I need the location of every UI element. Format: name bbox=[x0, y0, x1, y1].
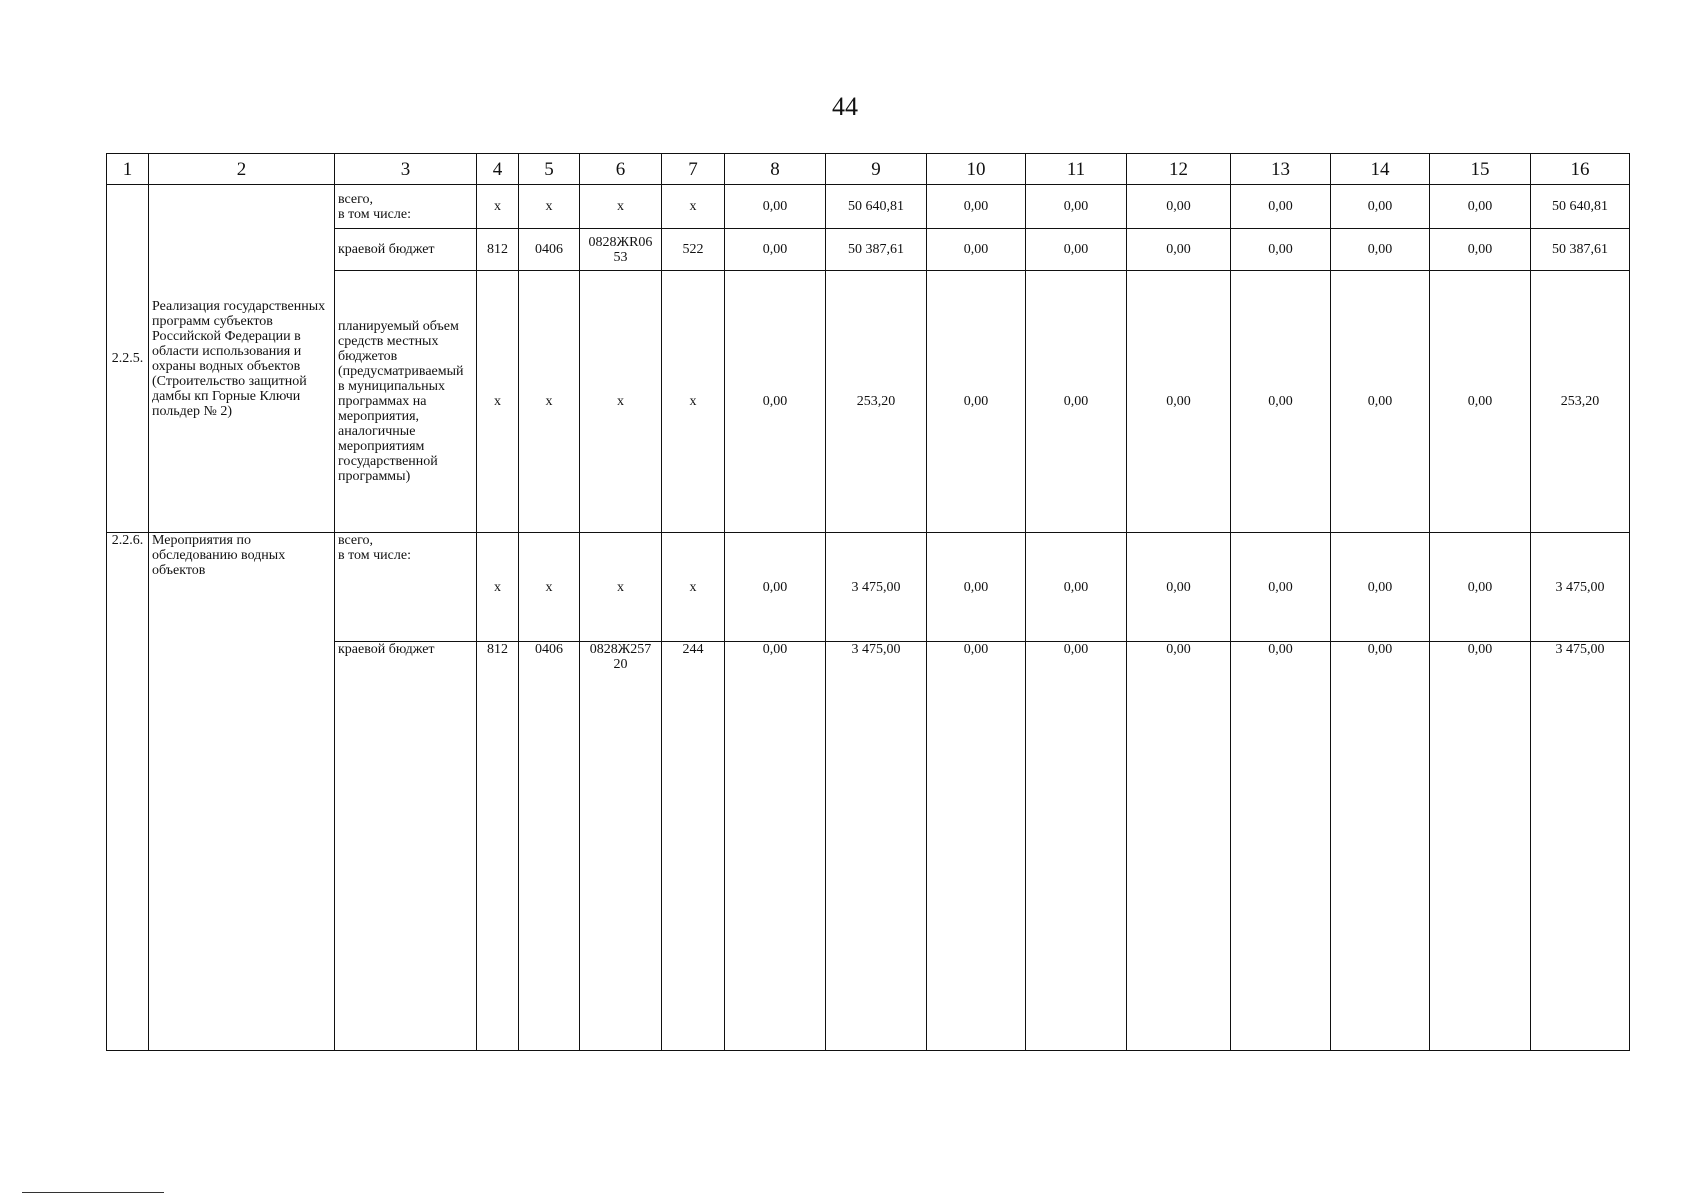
table-cell: 0,00 bbox=[725, 642, 826, 1051]
table-cell: 0,00 bbox=[1231, 642, 1331, 1051]
table-row bbox=[107, 271, 1630, 533]
table-cell: 0,00 bbox=[725, 271, 826, 533]
table-cell: 50 640,81 bbox=[826, 185, 927, 229]
header-cell: 7 bbox=[662, 154, 725, 185]
header-cell: 11 bbox=[1026, 154, 1127, 185]
table-row bbox=[107, 229, 1630, 271]
table-cell: 0,00 bbox=[927, 271, 1026, 533]
table-cell: 0,00 bbox=[927, 185, 1026, 229]
funding-source: планируемый объем средств местных бюджетов (предусматриваемый в муниципальных программах на мероприятия, аналогичные мероприятиям государственной программы) bbox=[335, 271, 477, 533]
table-cell: x bbox=[580, 533, 662, 642]
header-cell: 6 bbox=[580, 154, 662, 185]
table-cell: 0828ЖR06 53 bbox=[580, 229, 662, 271]
row-number: 2.2.6. bbox=[107, 533, 149, 1051]
table-row bbox=[107, 185, 1630, 229]
header-cell: 2 bbox=[149, 154, 335, 185]
table-cell: 3 475,00 bbox=[826, 533, 927, 642]
table-cell: 50 387,61 bbox=[826, 229, 927, 271]
table-cell: 0,00 bbox=[1127, 642, 1231, 1051]
table-cell: 253,20 bbox=[826, 271, 927, 533]
table-row bbox=[107, 533, 1630, 642]
table-cell: 0,00 bbox=[1231, 533, 1331, 642]
table-cell: 253,20 bbox=[1531, 271, 1630, 533]
table-cell: 3 475,00 bbox=[1531, 642, 1630, 1051]
table-cell: 0,00 bbox=[1127, 229, 1231, 271]
table-cell: x bbox=[580, 271, 662, 533]
table-cell: 522 bbox=[662, 229, 725, 271]
header-cell: 5 bbox=[519, 154, 580, 185]
footnote-separator bbox=[22, 1192, 164, 1193]
table-cell: 0,00 bbox=[1026, 533, 1127, 642]
table-cell: 0,00 bbox=[725, 229, 826, 271]
table-cell: 0,00 bbox=[927, 229, 1026, 271]
table-cell: 0,00 bbox=[1127, 533, 1231, 642]
header-cell: 1 bbox=[107, 154, 149, 185]
page-number: 44 bbox=[832, 92, 858, 121]
table-cell: 0,00 bbox=[1026, 185, 1127, 229]
table-cell: 0,00 bbox=[1430, 229, 1531, 271]
table-cell: x bbox=[519, 533, 580, 642]
table-cell: 50 640,81 bbox=[1531, 185, 1630, 229]
table-cell: 0,00 bbox=[1026, 229, 1127, 271]
table-cell: 0,00 bbox=[927, 533, 1026, 642]
header-cell: 12 bbox=[1127, 154, 1231, 185]
row-number: 2.2.5. bbox=[107, 185, 149, 533]
table-cell: 0,00 bbox=[725, 533, 826, 642]
header-row bbox=[107, 154, 1630, 185]
table-cell: 0406 bbox=[519, 642, 580, 1051]
table-cell: 3 475,00 bbox=[826, 642, 927, 1051]
table-cell: x bbox=[580, 185, 662, 229]
table-cell: 0,00 bbox=[1430, 185, 1531, 229]
table-row bbox=[107, 642, 1630, 1051]
table-cell: x bbox=[662, 533, 725, 642]
funding-source: краевой бюджет bbox=[335, 642, 477, 1051]
table-cell: 0406 bbox=[519, 229, 580, 271]
table-cell: x bbox=[477, 533, 519, 642]
table-cell: 0,00 bbox=[1430, 533, 1531, 642]
table-cell: 0,00 bbox=[1231, 185, 1331, 229]
table-cell: 0,00 bbox=[1331, 229, 1430, 271]
table-cell: 0,00 bbox=[1231, 229, 1331, 271]
table-cell: 0,00 bbox=[1231, 271, 1331, 533]
table-cell: 812 bbox=[477, 642, 519, 1051]
budget-table bbox=[106, 153, 1630, 1051]
header-cell: 15 bbox=[1430, 154, 1531, 185]
table-cell: 0,00 bbox=[1430, 271, 1531, 533]
header-cell: 13 bbox=[1231, 154, 1331, 185]
table-cell: 0,00 bbox=[1127, 185, 1231, 229]
table-cell: 0,00 bbox=[1331, 271, 1430, 533]
header-cell: 4 bbox=[477, 154, 519, 185]
header-cell: 9 bbox=[826, 154, 927, 185]
table-cell: x bbox=[662, 185, 725, 229]
table-cell: 0,00 bbox=[1331, 533, 1430, 642]
table-cell: x bbox=[477, 185, 519, 229]
table-cell: 3 475,00 bbox=[1531, 533, 1630, 642]
table-cell: 0,00 bbox=[1026, 642, 1127, 1051]
table-cell: 0,00 bbox=[1430, 642, 1531, 1051]
header-cell: 8 bbox=[725, 154, 826, 185]
table-cell: 0,00 bbox=[1331, 642, 1430, 1051]
table-cell: x bbox=[477, 271, 519, 533]
header-cell: 10 bbox=[927, 154, 1026, 185]
activity-name: Мероприятия по обследованию водных объектов bbox=[149, 533, 335, 1051]
table-cell: 0,00 bbox=[927, 642, 1026, 1051]
table-cell: 812 bbox=[477, 229, 519, 271]
table-cell: 0828Ж257 20 bbox=[580, 642, 662, 1051]
table-cell: x bbox=[519, 185, 580, 229]
header-cell: 16 bbox=[1531, 154, 1630, 185]
funding-source: всего, в том числе: bbox=[335, 533, 477, 642]
table-cell: 244 bbox=[662, 642, 725, 1051]
header-cell: 14 bbox=[1331, 154, 1430, 185]
funding-source: краевой бюджет bbox=[335, 229, 477, 271]
table-cell: x bbox=[662, 271, 725, 533]
table-cell: 0,00 bbox=[725, 185, 826, 229]
activity-name: Реализация государственных программ субъектов Российской Федерации в области использования и охраны водных объектов (Строительство защитной дамбы кп Горные Ключи польдер № 2) bbox=[149, 185, 335, 533]
table-cell: 0,00 bbox=[1026, 271, 1127, 533]
table-cell: 0,00 bbox=[1127, 271, 1231, 533]
table-cell: 50 387,61 bbox=[1531, 229, 1630, 271]
header-cell: 3 bbox=[335, 154, 477, 185]
table-cell: x bbox=[519, 271, 580, 533]
table-cell: 0,00 bbox=[1331, 185, 1430, 229]
funding-source: всего, в том числе: bbox=[335, 185, 477, 229]
